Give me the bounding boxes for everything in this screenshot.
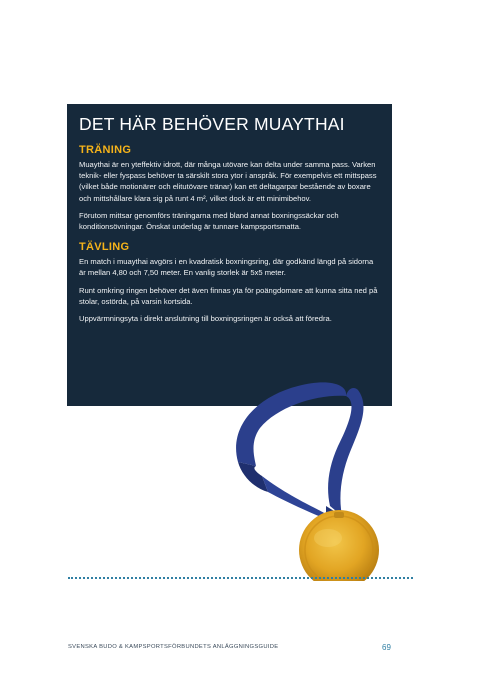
medal-image	[198, 376, 438, 581]
info-panel	[67, 104, 392, 406]
medal-icon	[198, 376, 438, 581]
dotted-divider	[68, 577, 413, 579]
section-heading-traning: TRÄNING	[79, 144, 132, 156]
page-number: 69	[382, 643, 391, 652]
paragraph-tavling-2: Runt omkring ringen behöver det även finnas yta för poängdomare att kunna sitta ned på stolar, ostörda, på varsin kortsida.	[79, 285, 378, 306]
paragraph-traning-2: Förutom mittsar genomförs träningarna med bland annat boxningssäckar och konditionsövningar. Önskat underlag är tunnare kampsportsmatta.	[79, 210, 339, 232]
panel-title: DET HÄR BEHÖVER MUAYTHAI	[79, 114, 345, 134]
paragraph-traning-1: Muaythai är en yteffektiv idrott, där många utövare kan delta under samma pass. Varken teknik- eller fyspass behöver ta särskilt stora ytor i anspråk. För exempelvis ett mittspass (vilket både motionärer och elitutövare tränar) kan ett deltagarpar bestående av boxare och mittshållare klara sig på runt 4 m², vilket dock är ett minimibehov.	[79, 160, 377, 203]
section-heading-tavling: TÄVLING	[79, 241, 130, 254]
footer-publisher: SVENSKA BUDO & KAMPSPORTSFÖRBUNDETS ANLÄGGNINGSGUIDE	[68, 644, 279, 650]
paragraph-tavling-1: En match i muaythai avgörs i en kvadratisk boxningsring, där godkänd längd på sidorna är mellan 4,80 och 7,50 meter. En vanlig storlek är 5x5 meter.	[79, 257, 374, 278]
paragraph-tavling-3: Uppvärmningsyta i direkt anslutning till boxningsringen är också att föredra.	[79, 314, 332, 324]
